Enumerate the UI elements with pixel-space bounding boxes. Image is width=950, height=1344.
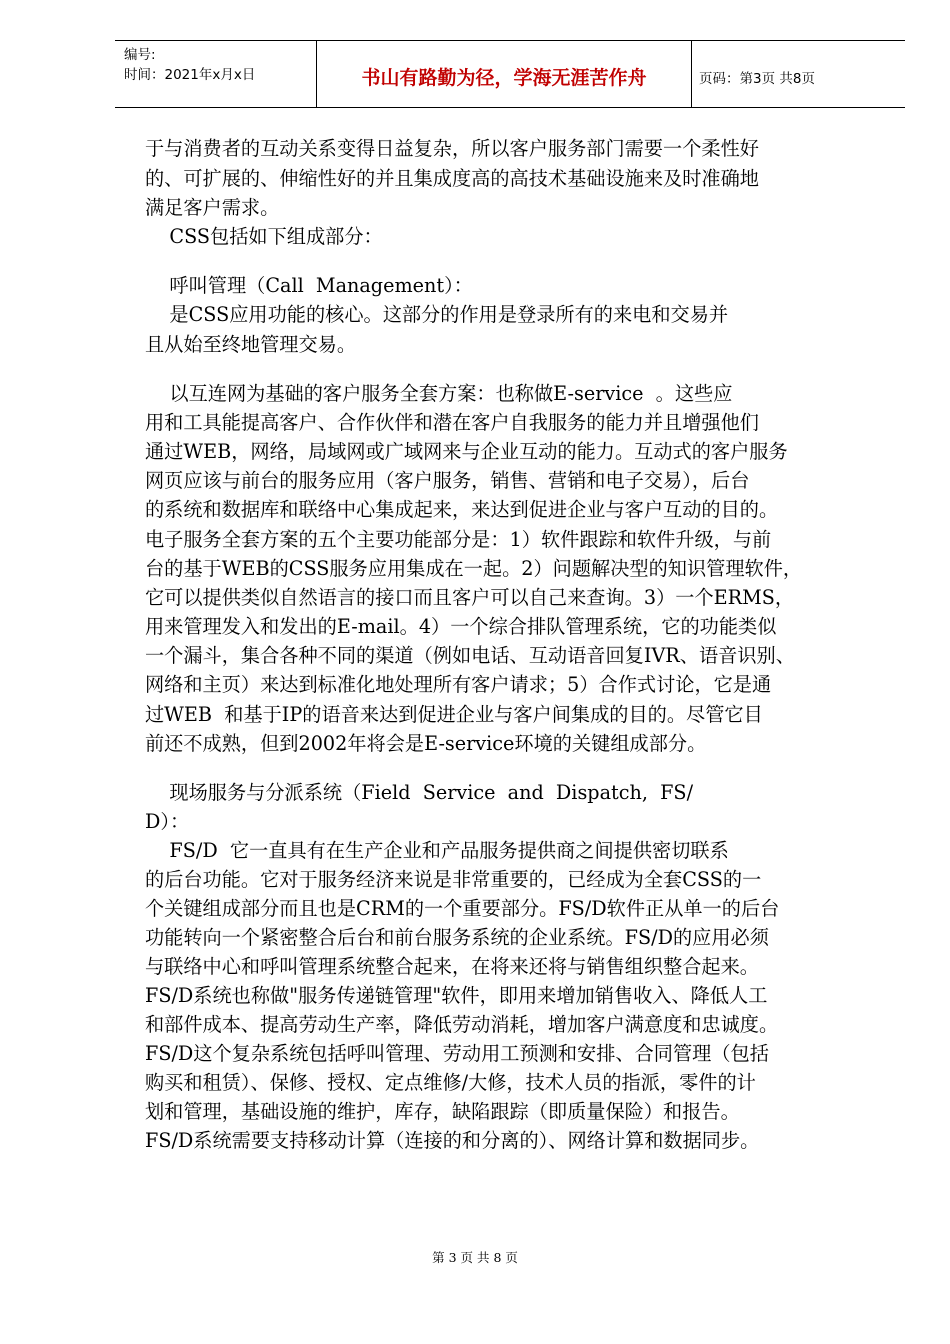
body-line: 的、可扩展的、伸缩性好的并且集成度高的高技术基础设施来及时准确地 bbox=[145, 167, 759, 190]
section-heading-e-service: 以互连网为基础的客户服务全套方案：也称做E-service 。这些应 bbox=[145, 382, 733, 405]
header-motto: 书山有路勤为径，学海无涯苦作舟 bbox=[361, 67, 647, 89]
body-line: 于与消费者的互动关系变得日益复杂，所以客户服务部门需要一个柔性好 bbox=[145, 137, 759, 160]
body-line: FS/D系统也称做"服务传递链管理"软件，即用来增加销售收入、降低人工 bbox=[145, 984, 768, 1007]
body-line: 用和工具能提高客户、合作伙伴和潜在客户自我服务的能力并且增强他们 bbox=[145, 411, 759, 434]
body-line: 一个漏斗，集合各种不同的渠道（例如电话、互动语音回复IVR、语音识别、 bbox=[145, 644, 795, 667]
body-line: 个关键组成部分而且也是CRM的一个重要部分。FS/D软件正从单一的后台 bbox=[145, 897, 780, 920]
section-heading-call-management: 呼叫管理（Call Management）： bbox=[145, 274, 473, 297]
body-line: 且从始至终地管理交易。 bbox=[145, 333, 357, 356]
body-line: 网页应该与前台的服务应用（客户服务，销售、营销和电子交易），后台 bbox=[145, 469, 750, 492]
body-line: 是CSS应用功能的核心。这部分的作用是登录所有的来电和交易并 bbox=[145, 303, 729, 326]
body-line: 过WEB 和基于IP的语音来达到促进企业与客户间集成的目的。尽管它目 bbox=[145, 703, 763, 726]
body-line: 划和管理，基础设施的维护，库存，缺陷跟踪（即质量保险）和报告。 bbox=[145, 1100, 740, 1123]
body-line: 满足客户需求。 bbox=[145, 196, 280, 219]
page-header bbox=[115, 40, 905, 108]
body-line: 电子服务全套方案的五个主要功能部分是：1）软件跟踪和软件升级，与前 bbox=[145, 528, 772, 551]
body-line: 与联络中心和呼叫管理系统整合起来，在将来还将与销售组织整合起来。 bbox=[145, 955, 759, 978]
body-line: 网络和主页）来达到标准化地处理所有客户请求；5）合作式讨论，它是通 bbox=[145, 673, 772, 696]
body-line: FS/D 它一直具有在生产企业和产品服务提供商之间提供密切联系 bbox=[145, 839, 729, 862]
body-line: 功能转向一个紧密整合后台和前台服务系统的企业系统。FS/D的应用必须 bbox=[145, 926, 769, 949]
body-line: FS/D系统需要支持移动计算（连接的和分离的）、网络计算和数据同步。 bbox=[145, 1129, 760, 1152]
body-line: 的后台功能。它对于服务经济来说是非常重要的，已经成为全套CSS的一 bbox=[145, 868, 762, 891]
body-line: FS/D这个复杂系统包括呼叫管理、劳动用工预测和安排、合同管理（包括 bbox=[145, 1042, 769, 1065]
header-meta-cell bbox=[115, 41, 316, 107]
document-number-label: 编号: bbox=[124, 47, 156, 63]
body-line: 购买和租赁）、保修、授权、定点维修/大修，技术人员的指派，零件的计 bbox=[145, 1071, 756, 1094]
header-page-cell bbox=[691, 41, 905, 107]
body-line: CSS包括如下组成部分： bbox=[145, 225, 383, 248]
body-line: 的系统和数据库和联络中心集成起来，来达到促进企业与客户互动的目的。 bbox=[145, 498, 779, 521]
header-page-info: 页码：第3页 共8页 bbox=[699, 71, 815, 87]
body-line: 用来管理发入和发出的E-mail。4）一个综合排队管理系统，它的功能类似 bbox=[145, 615, 777, 638]
header-motto-cell bbox=[316, 41, 692, 107]
document-date: 时间：2021年x月x日 bbox=[124, 67, 256, 83]
body-line: 台的基于WEB的CSS服务应用集成在一起。2）问题解决型的知识管理软件， bbox=[145, 557, 803, 580]
body-line: 它可以提供类似自然语言的接口而且客户可以自己来查询。3）一个ERMS， bbox=[145, 586, 795, 609]
body-line: D）： bbox=[145, 810, 190, 833]
body-line: 前还不成熟，但到2002年将会是E-service环境的关键组成部分。 bbox=[145, 732, 707, 755]
body-line: 通过WEB，网络，局域网或广域网来与企业互动的能力。互动式的客户服务 bbox=[145, 440, 788, 463]
section-heading-field-service: 现场服务与分派系统（Field Service and Dispatch, FS/ bbox=[145, 781, 694, 804]
body-line: 和部件成本、提高劳动生产率，降低劳动消耗，增加客户满意度和忠诚度。 bbox=[145, 1013, 779, 1036]
page-footer: 第 3 页 共 8 页 bbox=[432, 1250, 518, 1265]
